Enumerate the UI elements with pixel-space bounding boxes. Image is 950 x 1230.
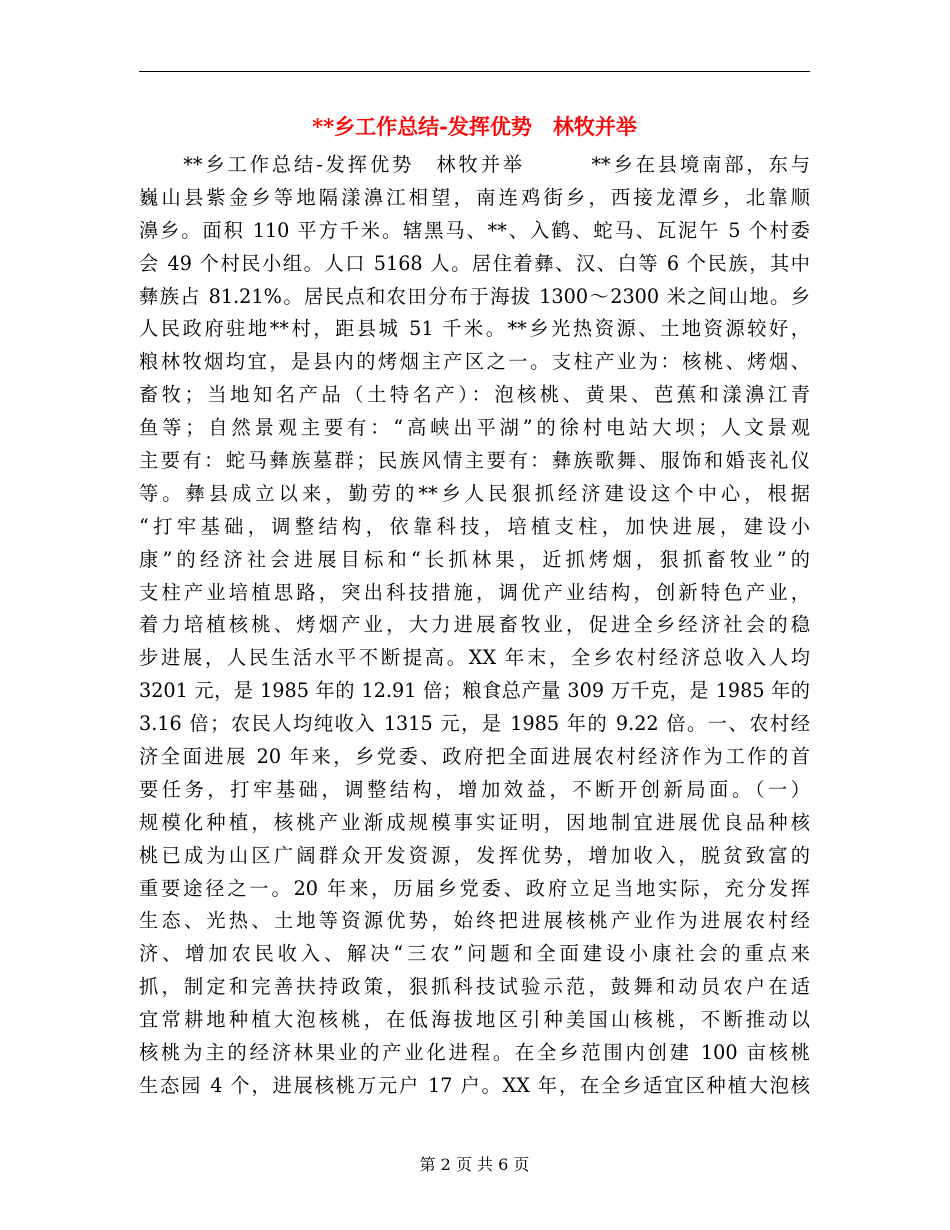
body-line: 3201 元，是 1985 年的 12.91 倍；粮食总产量 309 万千克，是 1985 年的 — [139, 679, 810, 703]
page-footer: 第 2 页 共 6 页 — [419, 1155, 530, 1174]
header-rule — [139, 71, 810, 72]
body-line: 等。彝县成立以来，勤劳的**乡人民狠抓经济建设这个中心，根据 — [139, 481, 810, 505]
body-line: 生态园 4 个，进展核桃万元户 17 户。XX 年，在全乡适宜区种植大泡核 — [139, 1073, 810, 1097]
body-line: 济、增加农民收入、解决“三农”问题和全面建设小康社会的重点来 — [139, 942, 810, 966]
body-line: 彝族占 81.21%。居民点和农田分布于海拔 1300～2300 米之间山地。乡 — [139, 284, 810, 308]
body-line: 济全面进展 20 年来，乡党委、政府把全面进展农村经济作为工作的首 — [139, 745, 810, 769]
body-line: 生态、光热、土地等资源优势，始终把进展核桃产业作为进展农村经 — [139, 909, 810, 933]
body-line: 重要途径之一。20 年来，历届乡党委、政府立足当地实际，充分发挥 — [139, 876, 810, 900]
body-line: 支柱产业培植思路，突出科技措施，调优产业结构，创新特色产业， — [139, 580, 810, 604]
body-line: 畜牧；当地知名产品（土特名产）：泡核桃、黄果、芭蕉和漾濞江青 — [139, 383, 810, 407]
body-line: 核桃为主的经济林果业的产业化进程。在全乡范围内创建 100 亩核桃 — [139, 1041, 810, 1065]
body-line: “打牢基础，调整结构，依靠科技，培植支柱，加快进展，建设小 — [139, 514, 810, 538]
body-line: 粮林牧烟均宜，是县内的烤烟主产区之一。支柱产业为：核桃、烤烟、 — [139, 350, 810, 374]
body-line: 主要有：蛇马彝族墓群；民族风情主要有：彝族歌舞、服饰和婚丧礼仪 — [139, 449, 810, 473]
body-line: 着力培植核桃、烤烟产业，大力进展畜牧业，促进全乡经济社会的稳 — [139, 613, 810, 637]
body-line: 要任务，打牢基础，调整结构，增加效益，不断开创新局面。（一） — [139, 777, 810, 801]
document-body — [139, 149, 810, 1103]
body-line: 规模化种植，核桃产业渐成规模事实证明，因地制宜进展优良品种核 — [139, 810, 810, 834]
body-line: 康”的经济社会进展目标和“长抓林果，近抓烤烟，狠抓畜牧业”的 — [139, 547, 810, 571]
body-line: 抓，制定和完善扶持政策，狠抓科技试验示范，鼓舞和动员农户在适 — [139, 975, 810, 999]
body-line: 3.16 倍；农民人均纯收入 1315 元，是 1985 年的 9.22 倍。一、农村经 — [139, 712, 810, 736]
body-line: 桃已成为山区广阔群众开发资源，发挥优势，增加收入，脱贫致富的 — [139, 843, 810, 867]
body-line: 濞乡。面积 110 平方千米。辖黑马、**、入鹤、蛇马、瓦泥午 5 个村委 — [139, 218, 810, 242]
body-line: 宜常耕地种植大泡核桃，在低海拔地区引种美国山核桃，不断推动以 — [139, 1008, 810, 1032]
body-line: **乡工作总结-发挥优势 林牧并举 **乡在县境南部，东与 — [139, 153, 810, 176]
document-title: **乡工作总结-发挥优势 林牧并举 — [312, 114, 637, 139]
body-line: 鱼等；自然景观主要有：“高峡出平湖”的徐村电站大坝；人文景观 — [139, 416, 810, 440]
body-line: 会 49 个村民小组。人口 5168 人。居住着彝、汉、白等 6 个民族，其中 — [139, 251, 810, 275]
body-line: 步进展，人民生活水平不断提高。XX 年末，全乡农村经济总收入人均 — [139, 646, 810, 670]
body-line: 巍山县紫金乡等地隔漾濞江相望，南连鸡街乡，西接龙潭乡，北靠顺 — [139, 185, 810, 209]
body-line: 人民政府驻地**村，距县城 51 千米。**乡光热资源、土地资源较好， — [139, 317, 810, 341]
